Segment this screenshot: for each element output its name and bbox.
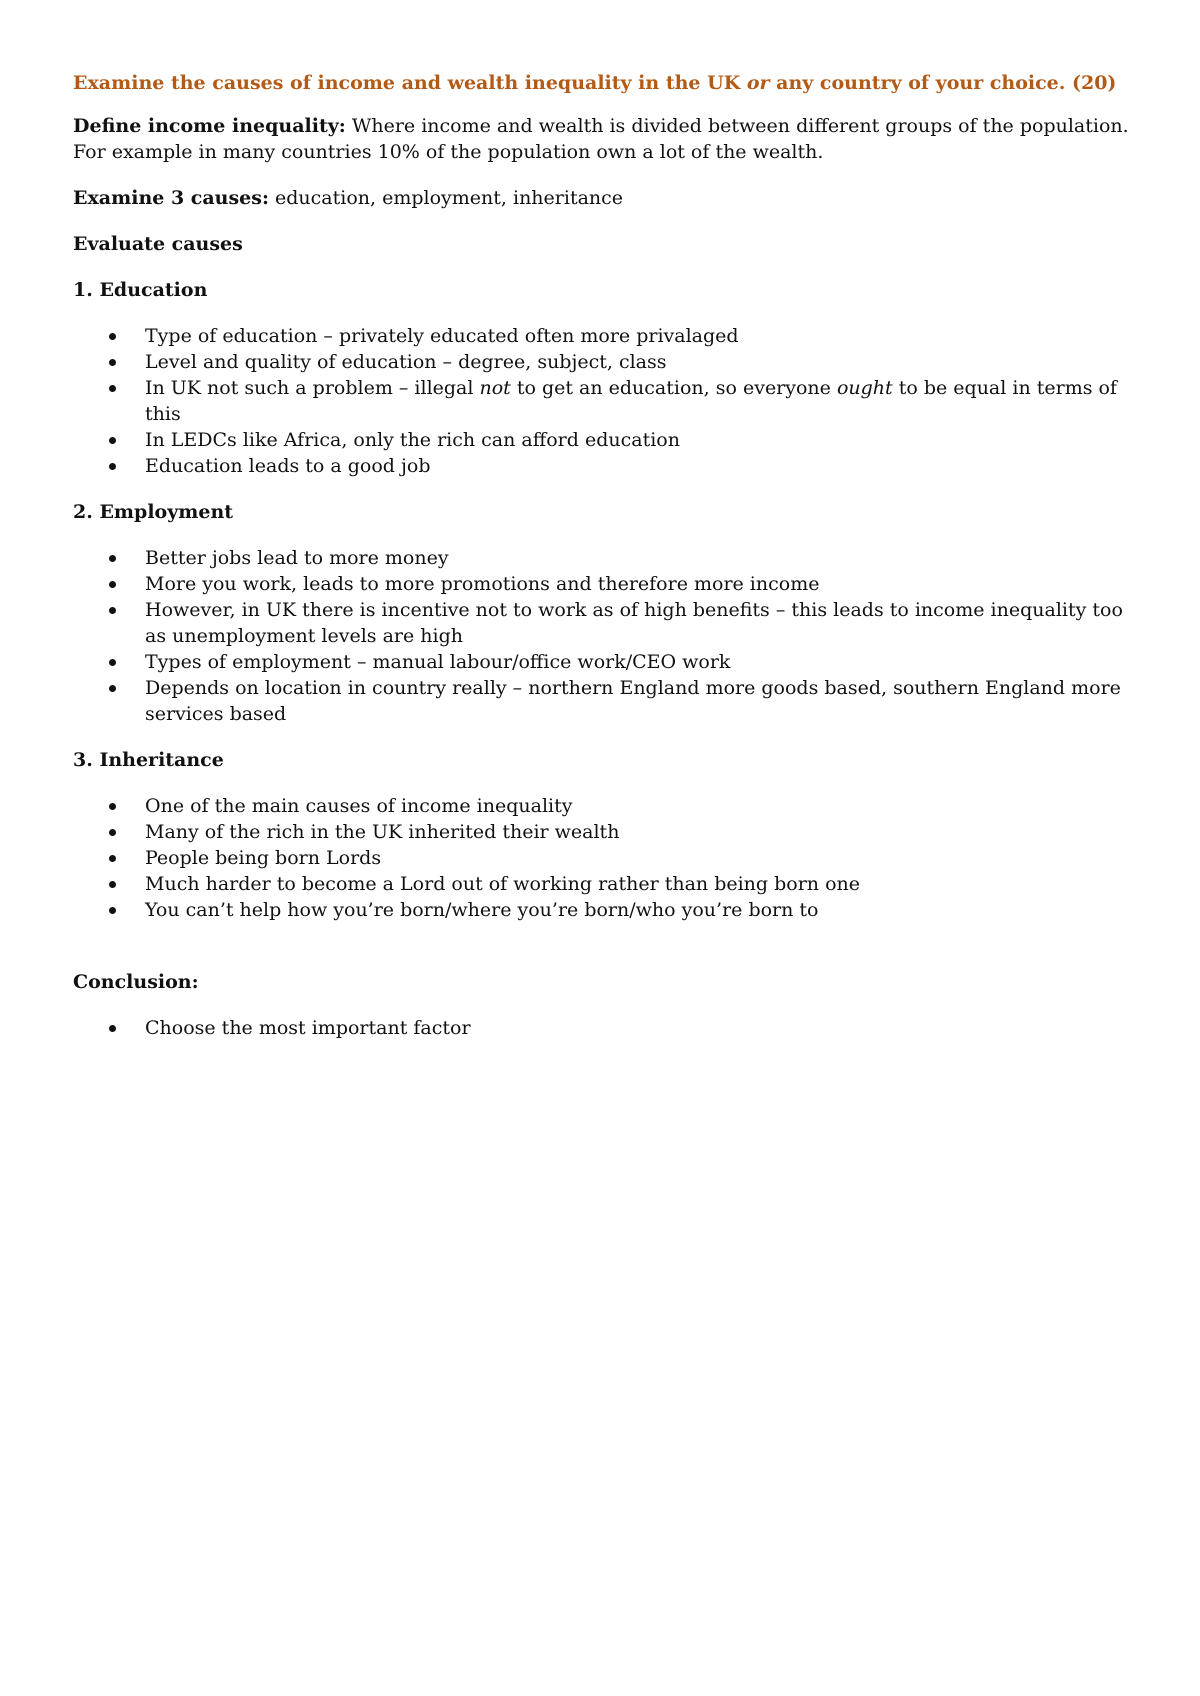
- list-item: [73, 427, 1143, 453]
- bullet-icon: [109, 607, 116, 614]
- list-item: [73, 793, 1143, 819]
- bullet-icon: [109, 385, 116, 392]
- list-item-text: In UK not such a problem – illegal: [145, 377, 480, 399]
- definition-text: Where income and wealth is divided between different groups of the population. For example in many countries 10% of the population own a lot of the wealth.: [73, 115, 1129, 163]
- employment-list: [73, 545, 1143, 727]
- title-text-start: Examine the causes of income and wealth inequality in the UK: [73, 72, 747, 94]
- blank-line: [73, 943, 1143, 969]
- bullet-icon: [109, 685, 116, 692]
- list-item-text: Many of the rich in the UK inherited their wealth: [145, 821, 620, 843]
- list-item: [73, 819, 1143, 845]
- list-item: [73, 649, 1143, 675]
- list-item: [73, 453, 1143, 479]
- conclusion-list: [73, 1015, 1143, 1041]
- examine-label: Examine 3 causes:: [73, 187, 269, 209]
- title-text-italic: or: [746, 72, 770, 94]
- list-item-text: One of the main causes of income inequality: [145, 795, 573, 817]
- list-item-text: to be equal in terms of this: [145, 377, 1117, 425]
- education-list: [73, 323, 1143, 479]
- list-item-text: Choose the most important factor: [145, 1017, 471, 1039]
- section-heading-employment: 2. Employment: [73, 501, 234, 523]
- list-item-text: Level and quality of education – degree, subject, class: [145, 351, 667, 373]
- question-title: [73, 70, 1143, 96]
- bullet-icon: [109, 829, 116, 836]
- list-item: [73, 571, 1143, 597]
- bullet-icon: [109, 1025, 116, 1032]
- bullet-icon: [109, 463, 116, 470]
- emphasis-text: ought: [836, 377, 893, 399]
- bullet-icon: [109, 437, 116, 444]
- inheritance-list: [73, 793, 1143, 923]
- list-item: [73, 871, 1143, 897]
- title-text-end: any country of your choice. (20): [769, 72, 1117, 94]
- bullet-icon: [109, 855, 116, 862]
- list-item-text: However, in UK there is incentive not to work as of high benefits – this leads to income inequality too as unemployment levels are high: [145, 599, 1123, 647]
- list-item: [73, 675, 1143, 727]
- list-item: [73, 349, 1143, 375]
- list-item-text: to get an education, so everyone: [510, 377, 837, 399]
- list-item-text: Better jobs lead to more money: [145, 547, 449, 569]
- bullet-icon: [109, 881, 116, 888]
- examine-text: education, employment, inheritance: [268, 187, 624, 209]
- list-item: [73, 323, 1143, 349]
- bullet-icon: [109, 659, 116, 666]
- list-item: [73, 897, 1143, 923]
- examine-paragraph: [73, 185, 1143, 211]
- bullet-icon: [109, 555, 116, 562]
- list-item-text: You can’t help how you’re born/where you’re born/who you’re born to: [145, 899, 819, 921]
- definition-paragraph: [73, 113, 1143, 165]
- list-item-text: Types of employment – manual labour/office work/CEO work: [145, 651, 731, 673]
- section-heading-inheritance: 3. Inheritance: [73, 749, 224, 771]
- list-item-text: Depends on location in country really – northern England more goods based, southern England more services based: [145, 677, 1121, 725]
- list-item: [73, 545, 1143, 571]
- conclusion-heading: Conclusion:: [73, 971, 199, 993]
- bullet-icon: [109, 359, 116, 366]
- list-item-text: Type of education – privately educated often more privalaged: [145, 325, 739, 347]
- list-item: [73, 845, 1143, 871]
- emphasis-text: not: [479, 377, 511, 399]
- bullet-icon: [109, 581, 116, 588]
- evaluate-heading: Evaluate causes: [73, 233, 243, 255]
- list-item-text: More you work, leads to more promotions and therefore more income: [145, 573, 820, 595]
- list-item: [73, 597, 1143, 649]
- list-item-text: Education leads to a good job: [145, 455, 431, 477]
- definition-label: Define income inequality:: [73, 115, 346, 137]
- list-item: [73, 1015, 1143, 1041]
- bullet-icon: [109, 333, 116, 340]
- bullet-icon: [109, 907, 116, 914]
- list-item-text: Much harder to become a Lord out of working rather than being born one: [145, 873, 860, 895]
- document-page: [73, 70, 1143, 1061]
- section-heading-education: 1. Education: [73, 279, 208, 301]
- list-item: [73, 375, 1143, 427]
- bullet-icon: [109, 803, 116, 810]
- list-item-text: People being born Lords: [145, 847, 382, 869]
- list-item-text: In LEDCs like Africa, only the rich can afford education: [145, 429, 680, 451]
